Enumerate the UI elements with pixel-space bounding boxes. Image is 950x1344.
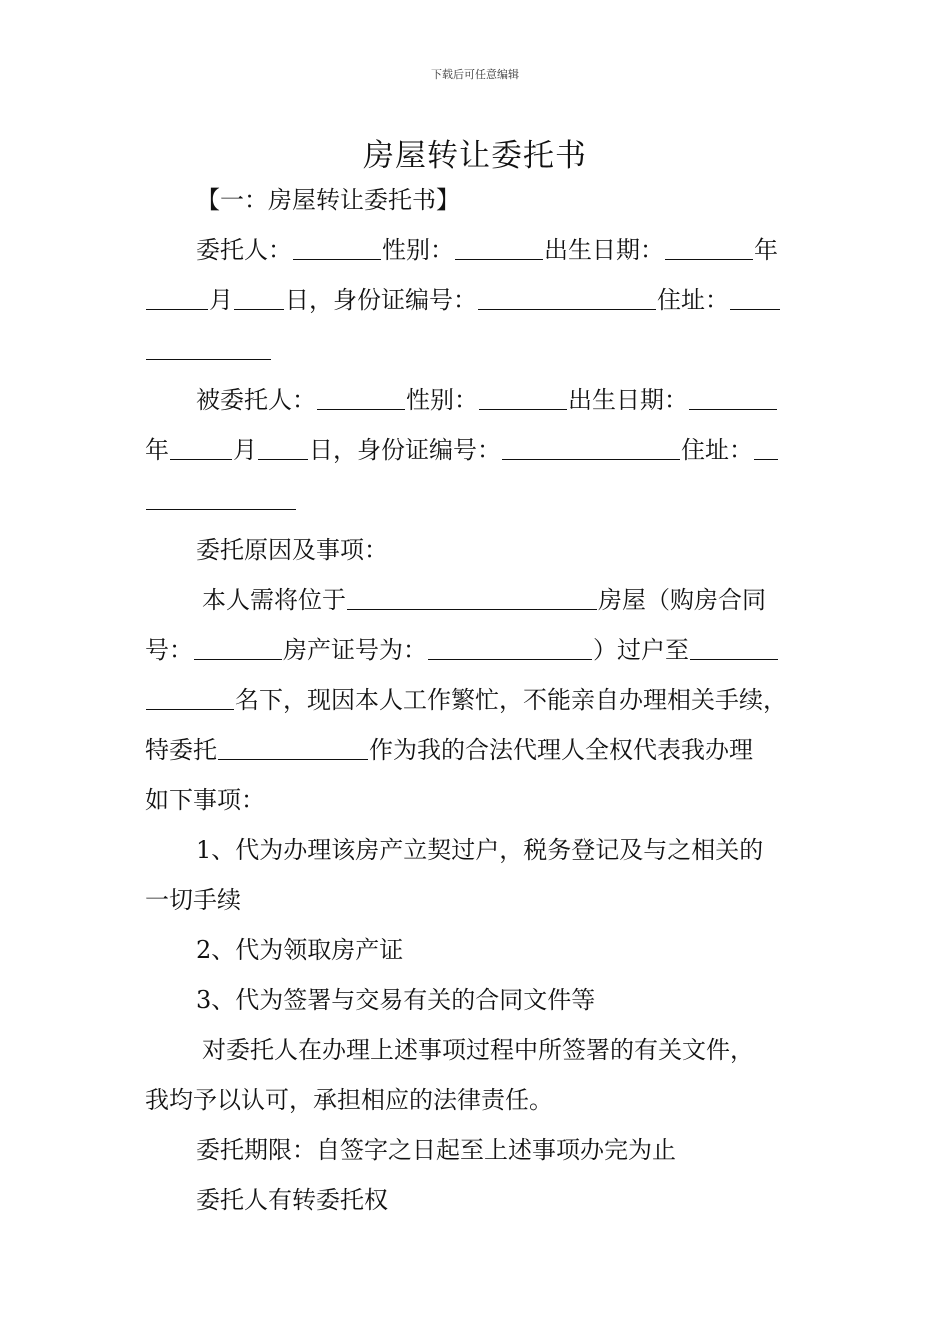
body-text-1a: 本人需将位于 — [202, 586, 346, 614]
item-1-line-2: 一切手续 — [145, 886, 241, 914]
body-line-1 — [202, 584, 766, 616]
agent-birth-year-blank[interactable] — [689, 385, 777, 410]
agent-day-label: 日， — [309, 436, 357, 464]
principal-name-blank[interactable] — [293, 235, 381, 260]
transferee-blank-1[interactable] — [690, 635, 778, 660]
contract-number-blank[interactable] — [194, 635, 282, 660]
body-text-2a: 号： — [145, 636, 193, 664]
agent-gender-label: 性别： — [406, 386, 478, 414]
item-2: 2、代为领取房产证 — [196, 936, 404, 964]
principal-birth-label: 出生日期： — [544, 236, 664, 264]
principal-birth-year-blank[interactable] — [665, 235, 753, 260]
body-line-2 — [145, 634, 779, 666]
body-text-2c: ）过户至 — [593, 636, 689, 664]
principal-line-2 — [145, 284, 781, 316]
principal-label: 委托人： — [196, 236, 292, 264]
body-text-4b: 作为我的合法代理人全权代表我办理 — [369, 736, 753, 764]
principal-birth-month-blank[interactable] — [146, 285, 208, 310]
agent-address-blank-2[interactable] — [146, 485, 296, 510]
item-1-line-1: 1、代为办理该房产立契过户，税务登记及与之相关的 — [196, 836, 764, 864]
agent-year-label: 年 — [145, 436, 169, 464]
agent-birth-day-blank[interactable] — [258, 435, 308, 460]
principal-line-1 — [196, 234, 778, 266]
agent-line-2 — [145, 434, 779, 466]
acknowledge-line-2: 我均予以认可，承担相应的法律责任。 — [145, 1086, 553, 1114]
sub-delegation-line: 委托人有转委托权 — [196, 1186, 388, 1214]
principal-gender-blank[interactable] — [455, 235, 543, 260]
principal-month-label: 月 — [209, 286, 233, 314]
body-text-1b: 房屋（购房合同 — [598, 586, 766, 614]
principal-line-3 — [145, 334, 272, 366]
section-heading: 【一：房屋转让委托书】 — [196, 186, 460, 214]
matters-heading: 委托原因及事项： — [196, 536, 388, 564]
document-title: 房屋转让委托书 — [363, 138, 587, 174]
agent-birth-label: 出生日期： — [568, 386, 688, 414]
body-text-4a: 特委托 — [145, 736, 217, 764]
body-text-3a: 名下，现因本人工作繁忙，不能亲自办理相关手续， — [235, 686, 787, 714]
header-note: 下载后可任意编辑 — [431, 68, 519, 81]
body-line-5: 如下事项： — [145, 786, 265, 814]
principal-day-label: 日， — [285, 286, 333, 314]
agent-id-blank[interactable] — [502, 435, 680, 460]
agent-line-1 — [196, 384, 778, 416]
body-text-2b: 房产证号为： — [283, 636, 427, 664]
agent-label: 被委托人： — [196, 386, 316, 414]
transferee-blank-2[interactable] — [146, 685, 234, 710]
term-line: 委托期限：自签字之日起至上述事项办完为止 — [196, 1136, 676, 1164]
agent-name-fill-blank[interactable] — [218, 735, 368, 760]
principal-address-label: 住址： — [657, 286, 729, 314]
principal-birth-day-blank[interactable] — [234, 285, 284, 310]
principal-id-blank[interactable] — [478, 285, 656, 310]
agent-name-blank[interactable] — [317, 385, 405, 410]
principal-address-blank-1[interactable] — [730, 285, 780, 310]
principal-year-label: 年 — [754, 236, 778, 264]
agent-id-label: 身份证编号： — [357, 436, 501, 464]
body-line-4 — [145, 734, 753, 766]
house-location-blank[interactable] — [347, 585, 597, 610]
agent-line-3 — [145, 484, 297, 516]
agent-gender-blank[interactable] — [479, 385, 567, 410]
principal-address-blank-2[interactable] — [146, 335, 271, 360]
body-line-3 — [145, 684, 787, 716]
certificate-number-blank[interactable] — [428, 635, 592, 660]
principal-gender-label: 性别： — [382, 236, 454, 264]
principal-id-label: 身份证编号： — [333, 286, 477, 314]
acknowledge-line-1: 对委托人在办理上述事项过程中所签署的有关文件， — [202, 1036, 754, 1064]
agent-month-label: 月 — [233, 436, 257, 464]
item-3: 3、代为签署与交易有关的合同文件等 — [196, 986, 596, 1014]
agent-address-blank-1[interactable] — [754, 435, 778, 460]
agent-address-label: 住址： — [681, 436, 753, 464]
agent-birth-month-blank[interactable] — [170, 435, 232, 460]
